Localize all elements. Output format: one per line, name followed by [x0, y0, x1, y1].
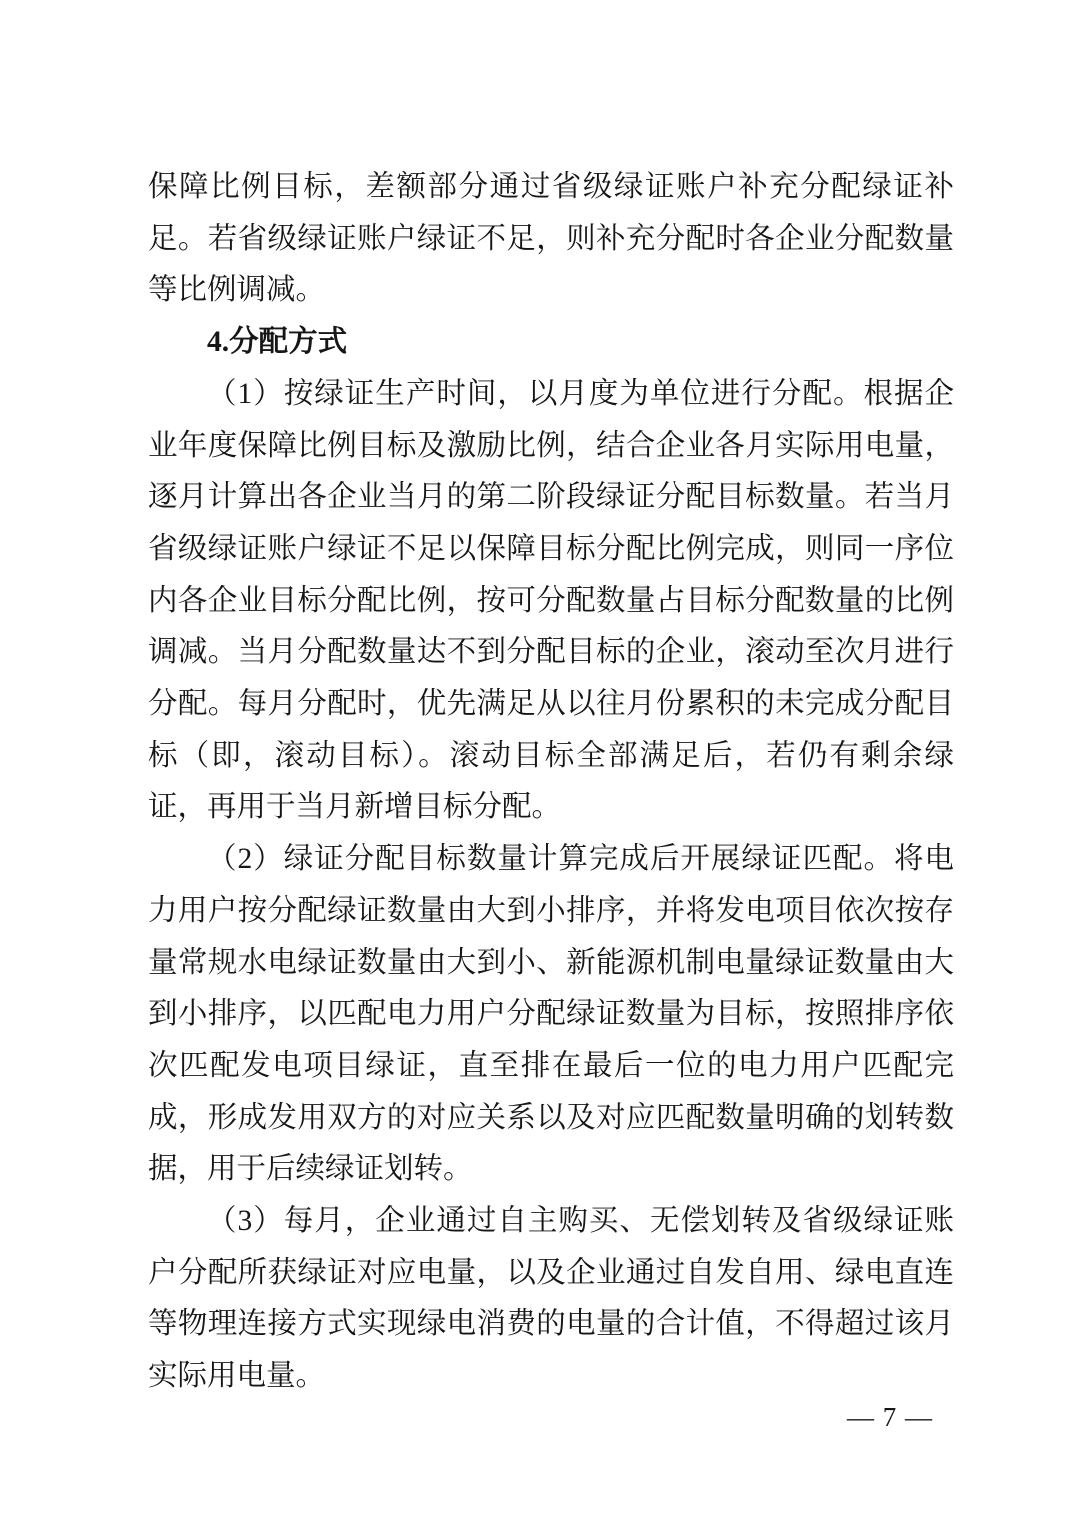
page-number: — 7 — [847, 1402, 933, 1432]
paragraph-item-1: （1）按绿证生产时间，以月度为单位进行分配。根据企业年度保障比例目标及激励比例，结合企业各月实际用电量，逐月计算出各企业当月的第二阶段绿证分配目标数量。若当月省级绿证账户绿证不足以保障目标分配比例完成，则同一序位内各企业目标分配比例，按可分配数量占目标分配数量的比例调减。当月分配数量达不到分配目标的企业，滚动至次月进行分配。每月分配时，优先满足从以往月份累积的未完成分配目标（即，滚动目标）。滚动目标全部满足后，若仍有剩余绿证，再用于当月新增目标分配。 [148, 377, 954, 824]
paragraph-item-2: （2）绿证分配目标数量计算完成后开展绿证匹配。将电力用户按分配绿证数量由大到小排序，并将发电项目依次按存量常规水电绿证数量由大到小、新能源机制电量绿证数量由大到小排序，以匹配电力用户分配绿证数量为目标，按照排序依次匹配发电项目绿证，直至排在最后一位的电力用户匹配完成，形成发用双方的对应关系以及对应匹配数量明确的划转数据，用于后续绿证划转。 [148, 843, 954, 1186]
paragraph-item-3: （3）每月，企业通过自主购买、无偿划转及省级绿证账户分配所获绿证对应电量，以及企业通过自发自用、绿电直连等物理连接方式实现绿电消费的电量的合计值，不得超过该月实际用电量。 [148, 1205, 954, 1393]
paragraph-continuation: 保障比例目标，差额部分通过省级绿证账户补充分配绿证补足。若省级绿证账户绿证不足，则补充分配时各企业分配数量等比例调减。 [148, 171, 954, 307]
section-heading-allocation-method: 4.分配方式 [207, 326, 348, 359]
document-body [148, 162, 954, 1403]
